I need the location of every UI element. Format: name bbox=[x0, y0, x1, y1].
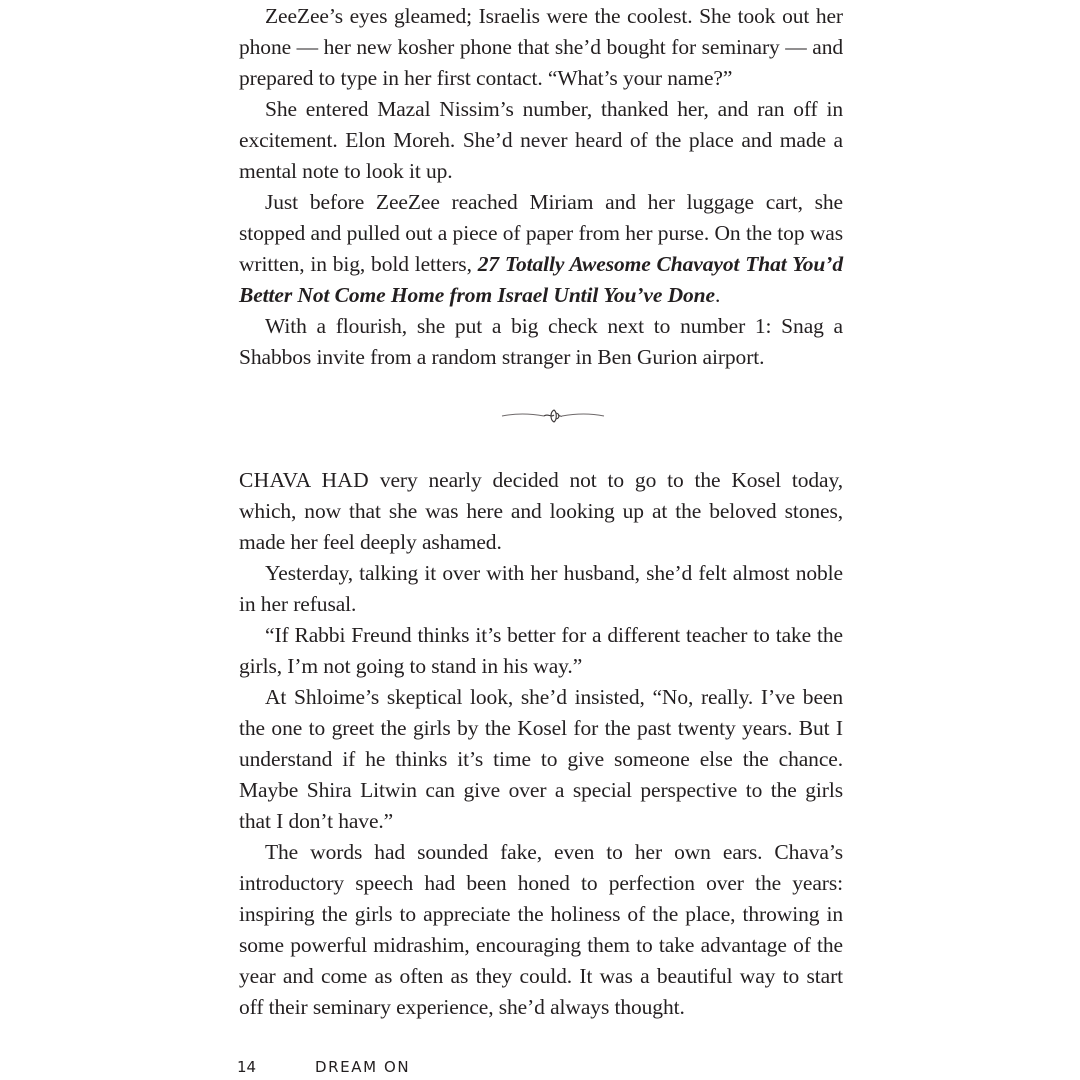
paragraph-list-intro bbox=[239, 187, 843, 311]
paragraph-text: Just before ZeeZee reached Miriam and her luggage cart, she stopped and pulled out a piece of paper from her purse. On the top was written, in big, bold letters, bbox=[239, 190, 843, 276]
paragraph: She entered Mazal Nissim’s number, thanked her, and ran off in excitement. Elon Moreh. She’d never heard of the place and made a mental note to look it up. bbox=[239, 97, 843, 183]
scroll-ornament-icon bbox=[500, 404, 606, 428]
page-number: 14 bbox=[237, 1058, 257, 1076]
lead-in-caps: CHAVA HAD bbox=[239, 468, 369, 492]
section-one bbox=[239, 1, 843, 373]
paragraph: At Shloime’s skeptical look, she’d insisted, “No, really. I’ve been the one to greet the girls by the Kosel for the past twenty years. But I understand if he thinks it’s time to give someone else the chance. Maybe Shira Litwin can give over a special perspective to the girls that I don’t have.” bbox=[239, 685, 843, 833]
opening-paragraph bbox=[239, 465, 843, 558]
paragraph: The words had sounded fake, even to her own ears. Chava’s introductory speech had been honed to perfection over the years: inspiring the girls to appreciate the holiness of the place, throwing in some powerful midrashim, encouraging them to take advantage of the year and come as often as they could. It was a beautiful way to start off their seminary experience, she’d always thought. bbox=[239, 840, 843, 1019]
paragraph: ZeeZee’s eyes gleamed; Israelis were the coolest. She took out her phone — her new kosher phone that she’d bought for seminary — and prepared to type in her first contact. “What’s your name?” bbox=[239, 4, 843, 90]
paragraph: Yesterday, talking it over with her husband, she’d felt almost noble in her refusal. bbox=[239, 561, 843, 616]
paragraph-text: very nearly decided not to go to the Kosel today, which, now that she was here and looking up at the beloved stones, made her feel deeply ashamed. bbox=[239, 468, 843, 554]
section-two bbox=[239, 465, 843, 1023]
running-title: DREAM ON bbox=[315, 1058, 411, 1076]
paragraph-text: . bbox=[714, 283, 721, 307]
list-title: 27 Totally Awesome Chavayot That You’d Better Not Come Home from Israel Until You’ve Done bbox=[239, 252, 843, 307]
paragraph: With a flourish, she put a big check next to number 1: Snag a Shabbos invite from a random stranger in Ben Gurion airport. bbox=[239, 314, 843, 369]
paragraph: “If Rabbi Freund thinks it’s better for a different teacher to take the girls, I’m not going to stand in his way.” bbox=[239, 623, 843, 678]
